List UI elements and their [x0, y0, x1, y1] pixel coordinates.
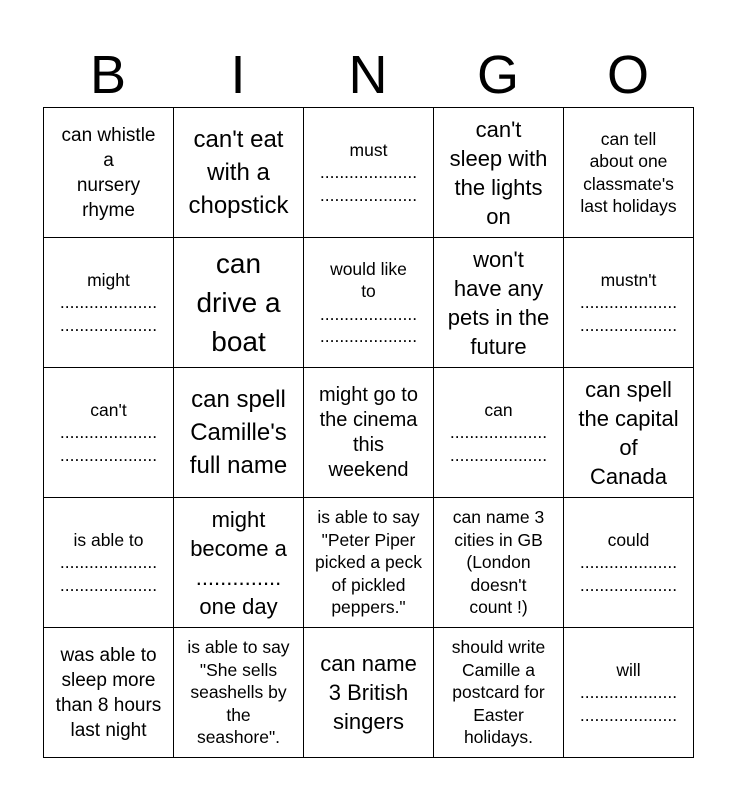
bingo-cell	[44, 238, 174, 368]
grid-row	[44, 498, 694, 628]
bingo-cell	[174, 368, 304, 498]
bingo-cell	[304, 108, 434, 238]
header-letter-o: O	[606, 45, 649, 105]
cell-text: would like to .................... ....................	[319, 258, 418, 346]
grid-row	[44, 238, 694, 368]
cell-text: won't have any pets in the future	[447, 246, 550, 359]
bingo-cell	[564, 108, 694, 238]
bingo-cell	[44, 368, 174, 498]
cell-text: can name 3 cities in GB (London doesn't count !)	[452, 507, 545, 618]
cell-text: is able to .................... ....................	[59, 529, 158, 595]
cell-text: can't .................... ....................	[59, 399, 158, 465]
cell-text: was able to sleep more than 8 hours last night	[55, 644, 162, 741]
bingo-cell	[304, 238, 434, 368]
cell-text: can spell the capital of Canada	[578, 376, 679, 489]
cell-text: can tell about one classmate's last holidays	[580, 128, 677, 216]
cell-text: will .................... ....................	[579, 659, 678, 725]
bingo-cell	[174, 628, 304, 758]
cell-text: can spell Camille's full name	[189, 386, 288, 479]
bingo-cell	[434, 238, 564, 368]
cell-text: must .................... ....................	[319, 139, 418, 205]
bingo-grid	[43, 107, 694, 758]
cell-text: mustn't .................... ....................	[579, 269, 678, 335]
bingo-cell	[434, 498, 564, 628]
grid-row	[44, 368, 694, 498]
cell-text: might become a .............. one day	[190, 506, 287, 619]
bingo-cell	[564, 368, 694, 498]
bingo-cell	[304, 498, 434, 628]
bingo-cell	[564, 498, 694, 628]
header-letter-n: N	[348, 45, 388, 105]
bingo-cell	[174, 238, 304, 368]
bingo-cell	[174, 108, 304, 238]
cell-text: can whistle a nursery rhyme	[61, 124, 156, 221]
bingo-cell	[44, 498, 174, 628]
bingo-cell	[564, 628, 694, 758]
bingo-cell	[174, 498, 304, 628]
bingo-cell	[304, 368, 434, 498]
bingo-cell	[564, 238, 694, 368]
header-letter-i: I	[230, 45, 246, 105]
cell-text: can name 3 British singers	[320, 651, 417, 734]
grid-row	[44, 628, 694, 758]
cell-text: might go to the cinema this weekend	[319, 383, 418, 481]
cell-text: can't eat with a chopstick	[188, 126, 289, 219]
cell-text: can .................... ....................	[449, 399, 548, 465]
header-letter-b: B	[89, 45, 127, 105]
bingo-cell	[434, 108, 564, 238]
cell-text: can't sleep with the lights on	[449, 116, 548, 229]
header-letter-g: G	[476, 45, 519, 105]
bingo-cell	[44, 628, 174, 758]
cell-text: is able to say "Peter Piper picked a peck of pickled peppers."	[314, 507, 422, 618]
grid-row	[44, 108, 694, 238]
bingo-cell	[434, 368, 564, 498]
bingo-cell	[44, 108, 174, 238]
cell-text: might .................... ....................	[59, 269, 158, 335]
bingo-cell	[434, 628, 564, 758]
bingo-header	[43, 44, 693, 106]
cell-text: should write Camille a postcard for Easter holidays.	[451, 637, 546, 748]
cell-text: can drive a boat	[196, 248, 281, 357]
cell-text: is able to say "She sells seashells by the seashore".	[187, 637, 290, 748]
cell-text: could .................... ....................	[579, 529, 678, 595]
bingo-cell	[304, 628, 434, 758]
